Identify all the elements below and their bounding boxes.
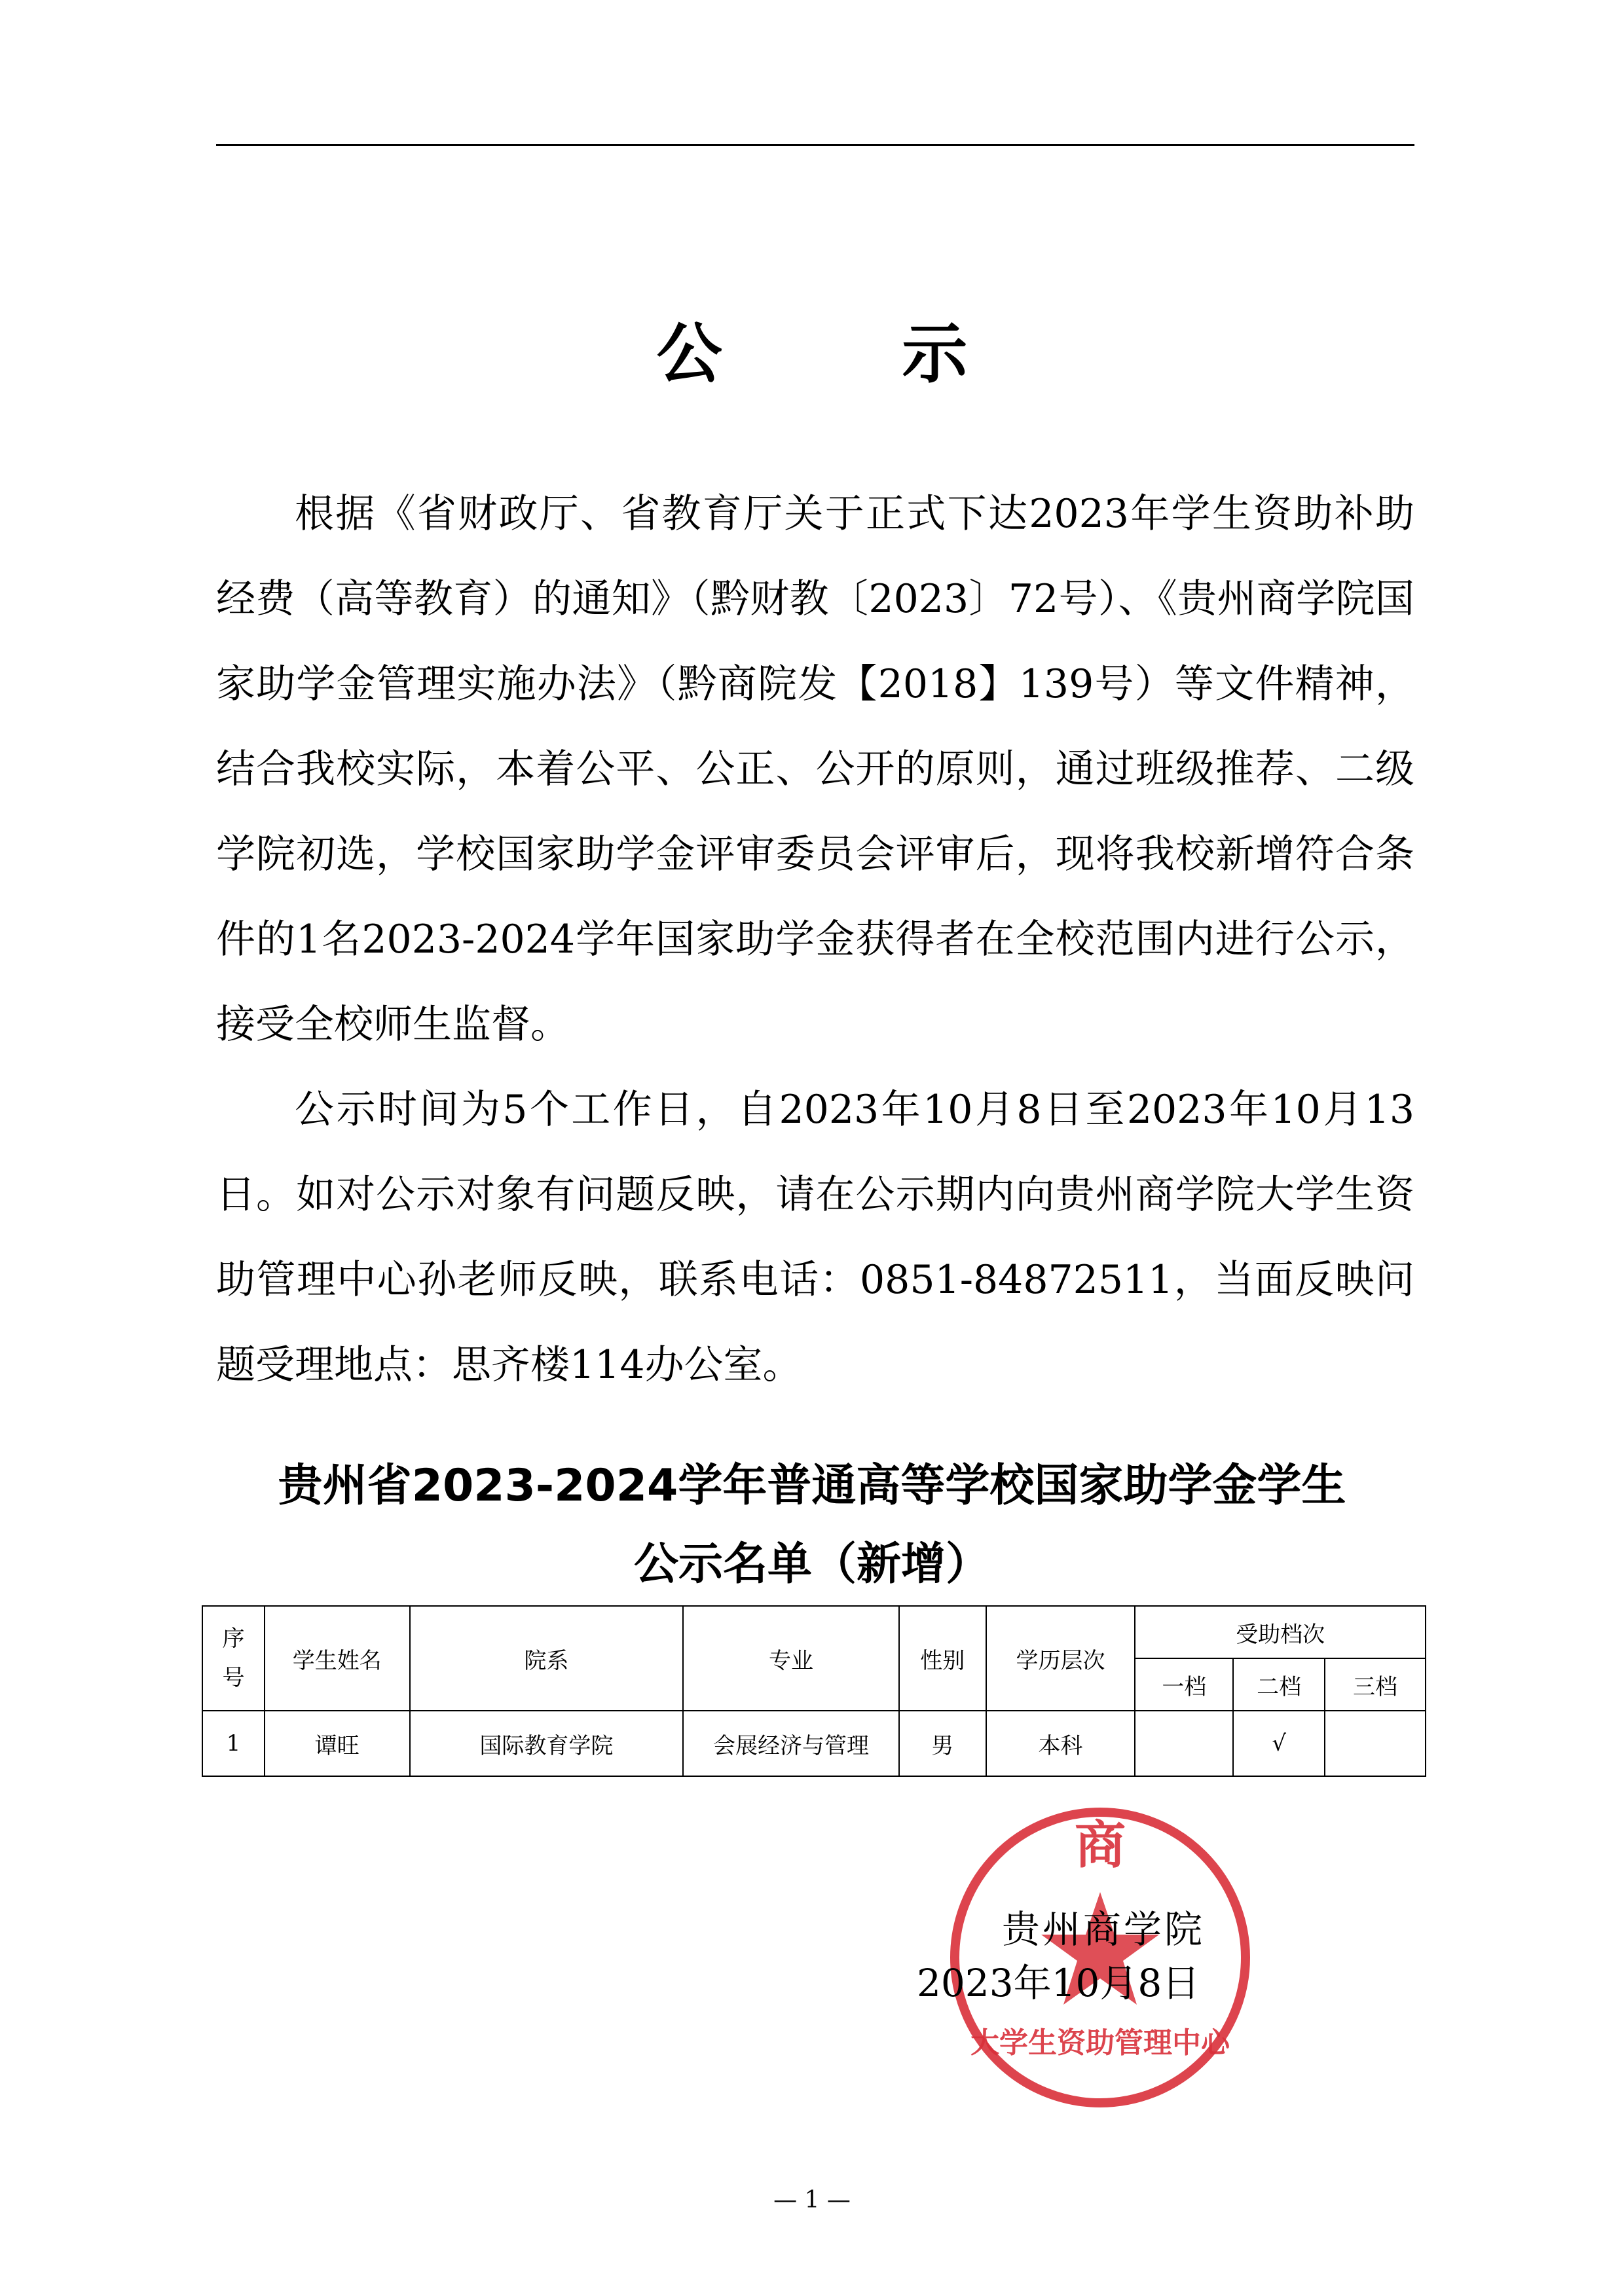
- cell-gender: 男: [899, 1711, 986, 1776]
- header-name: 学生姓名: [265, 1606, 410, 1711]
- cell-level: 本科: [986, 1711, 1135, 1776]
- header-grade-3: 三档: [1325, 1658, 1426, 1711]
- page-number: — 1 —: [773, 2187, 851, 2214]
- cell-college: 国际教育学院: [410, 1711, 684, 1776]
- list-title-line-2: 公示名单（新增）: [633, 1539, 990, 1590]
- list-title-line-1: 贵州省2023-2024学年普通高等学校国家助学金学生: [278, 1460, 1346, 1512]
- header-grade-1: 一档: [1135, 1658, 1233, 1711]
- notice-body: [216, 471, 1414, 1408]
- signature-date: 2023年10月8日: [917, 1961, 1200, 2005]
- table-row: [202, 1711, 1426, 1776]
- signature-org: 贵州商学院: [1002, 1907, 1206, 1952]
- list-title: [0, 1447, 1624, 1604]
- cell-name: 谭旺: [265, 1711, 410, 1776]
- seal-top-text: 商: [1074, 1815, 1126, 1875]
- header-major: 专业: [683, 1606, 899, 1711]
- cell-seq: 1: [202, 1711, 265, 1776]
- header-college: 院系: [410, 1606, 684, 1711]
- header-grade-group: 受助档次: [1135, 1606, 1426, 1658]
- cell-grade-1: [1135, 1711, 1233, 1776]
- cell-major: 会展经济与管理: [683, 1711, 899, 1776]
- cell-grade-2: √: [1233, 1711, 1325, 1776]
- notice-paragraph-2: 公示时间为5个工作日，自2023年10月8日至2023年10月13日。如对公示对象有问题反映，请在公示期内向贵州商学院大学生资助管理中心孙老师反映，联系电话：0851-84872511，当面反映问题受理地点：思齐楼114办公室。: [216, 1087, 1414, 1388]
- header-level: 学历层次: [986, 1606, 1135, 1711]
- recipient-table: [202, 1605, 1426, 1777]
- notice-paragraph-1: 根据《省财政厅、省教育厅关于正式下达2023年学生资助补助经费（高等教育）的通知》（黔财教〔2023〕72号）、《贵州商学院国家助学金管理实施办法》（黔商院发【2018】139号）等文件精神，结合我校实际，本着公平、公正、公开的原则，通过班级推荐、二级学院初选，学校国家助学金评审委员会评审后，现将我校新增符合条件的1名2023-2024学年国家助学金获得者在全校范围内进行公示，接受全校师生监督。: [216, 491, 1414, 1048]
- header-seq: 序号: [202, 1606, 265, 1711]
- header-grade-2: 二档: [1233, 1658, 1325, 1711]
- notice-title: 公 示: [656, 315, 1046, 392]
- header-gender: 性别: [899, 1606, 986, 1711]
- seal-bottom-text: 大学生资助管理中心: [970, 2026, 1230, 2060]
- header-rule: [216, 144, 1414, 146]
- cell-grade-3: [1325, 1711, 1426, 1776]
